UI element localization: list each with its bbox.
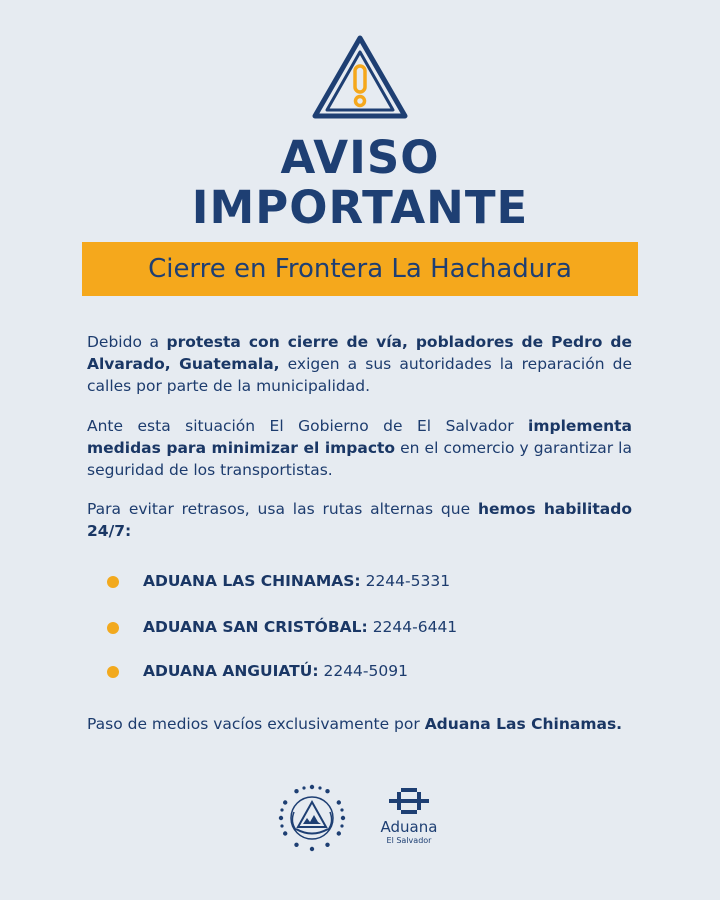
route-item [143, 660, 408, 682]
el-salvador-seal-logo [276, 782, 348, 854]
route-phone: 2244-6441 [372, 618, 458, 636]
p1-bold: protesta con cierre de vía, pobladores de Pedro de Alvarado, Guatemala, [87, 333, 632, 373]
p2-text: Ante esta situación El Gobierno de El Salvador [87, 417, 529, 435]
route-phone: 2244-5331 [365, 572, 451, 590]
aduana-logo [376, 788, 442, 852]
paragraph-routes-intro [87, 498, 632, 542]
route-item [143, 616, 457, 638]
footer-note-bold: Aduana Las Chinamas. [424, 715, 623, 733]
paragraph-government [87, 415, 632, 481]
p1-text-end: exigen a sus autoridades la reparación de calles por parte de la municipalidad. [87, 355, 633, 395]
bullet-icon [107, 666, 119, 678]
route-phone: 2244-5091 [323, 662, 408, 680]
bullet-icon [107, 576, 119, 588]
aduana-subtitle: El Salvador [386, 836, 432, 845]
route-name: ADUANA LAS CHINAMAS: [143, 572, 361, 590]
p2-bold: implementa medidas para minimizar el impacto [87, 417, 632, 457]
aduana-mark-icon [387, 788, 431, 814]
p3-text: Para evitar retrasos, usa las rutas alternas que [87, 500, 478, 518]
route-name: ADUANA SAN CRISTÓBAL: [143, 618, 368, 636]
aduana-name: Aduana [380, 818, 438, 836]
p1-text: Debido a [87, 333, 167, 351]
bullet-icon [107, 622, 119, 634]
footer-note [87, 713, 687, 735]
title-line-1: AVISO [280, 131, 440, 184]
paragraph-protest [87, 331, 632, 397]
warning-triangle-icon [309, 32, 411, 122]
p3-bold: hemos habilitado 24/7: [87, 500, 632, 540]
route-item [143, 570, 450, 592]
title-line-2: IMPORTANTE [191, 181, 529, 234]
route-name: ADUANA ANGUIATÚ: [143, 662, 319, 680]
p2-text-end: en el comercio y garantizar la seguridad de los transportistas. [87, 439, 632, 479]
headline-banner: Cierre en Frontera La Hachadura [82, 242, 638, 296]
footer-note-text: Paso de medios vacíos exclusivamente por [87, 715, 425, 733]
